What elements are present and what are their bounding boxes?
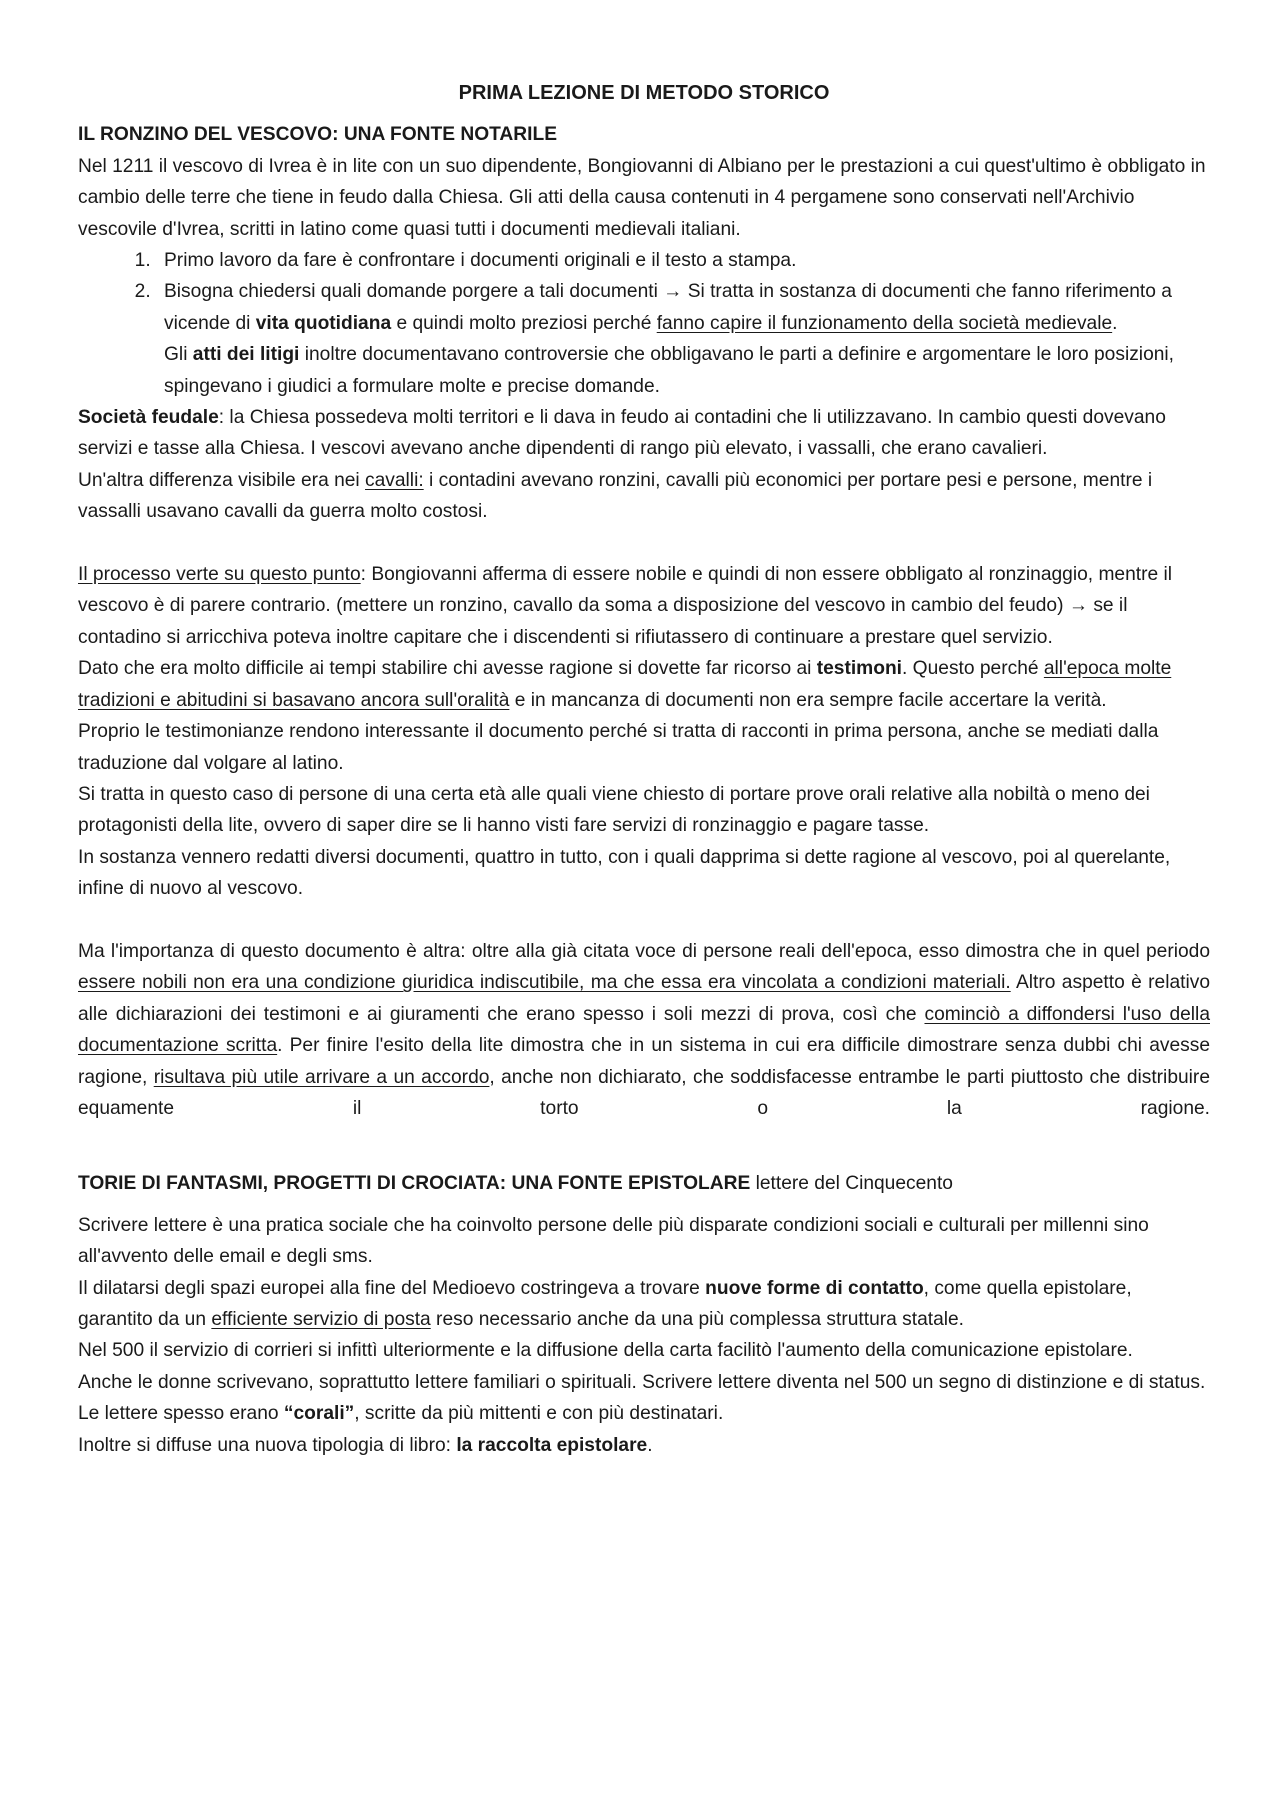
horses-text-a: Un'altra differenza visibile era nei (78, 469, 366, 491)
section2-p2-text-a: Il dilatarsi degli spazi europei alla fine del Medioevo costringeva a trovare (78, 1277, 706, 1299)
section2-p2 (78, 1273, 1210, 1336)
horses-text-c: i contadini avevano ronzini, cavalli più economici per portare pesi e persone, mentre i vassalli usavano cavalli da guerra molto costosi. (78, 469, 1153, 523)
witnesses-underline: all'epoca molte tradizioni e abitudini si basavano ancora sull'oralità (78, 658, 1172, 711)
list-item-2-cont-bold: atti dei litigi (192, 344, 300, 366)
section2-p6-text-c: . (647, 1434, 653, 1456)
list-item-2 (156, 276, 1210, 402)
list-item-1 (156, 245, 1210, 276)
importance-text-a: Ma l'importanza di questo documento è altra: oltre alla già citata voce di persone reali dell'epoca, esso dimostra che in quel periodo (78, 940, 1210, 962)
blank-line (78, 528, 1210, 559)
document-page (78, 78, 1210, 1461)
horses-paragraph (78, 465, 1210, 528)
section2-p6-text-a: Inoltre si diffuse una nuova tipologia di libro: (78, 1434, 457, 1456)
horses-underline: cavalli: (365, 469, 424, 491)
section2-heading-bold: TORIE DI FANTASMI, PROGETTI DI CROCIATA: UNA FONTE EPISTOLARE (78, 1173, 751, 1195)
section2-p6 (78, 1430, 1210, 1461)
importance-paragraph (78, 936, 1210, 1124)
section2-p5-text-c: , scritte da più mittenti e con più destinatari. (354, 1403, 724, 1425)
section2-p4: Anche le donne scrivevano, soprattutto lettere familiari o spirituali. Scrivere lettere diventa nel 500 un segno di distinzione e di status. (78, 1371, 1206, 1393)
importance-text-c: Altro aspetto è relativo alle dichiarazioni dei testimoni e ai giuramenti che erano spesso i soli mezzi di prova, così che (78, 972, 1210, 1025)
importance-underline-2: cominciò a diffondersi l'uso della documentazione scritta (78, 1003, 1210, 1057)
list-item-2-cont-a: Gli (164, 344, 193, 366)
section1-intro: Nel 1211 il vescovo di Ivrea è in lite con un suo dipendente, Bongiovanni di Albiano per le prestazioni a cui quest'ultimo è obbligato in cambio delle terre che tiene in feudo dalla Chiesa. Gli atti della causa contenuti in 4 pergamene sono conservati nell'Archivio vescovile d'Ivrea, scritti in latino come quasi tutti i documenti medievali italiani. (78, 155, 1206, 240)
testimonies-paragraph: Proprio le testimonianze rendono interessante il documento perché si tratta di racconti in prima persona, anche se mediati dalla traduzione dal volgare al latino. (78, 721, 1159, 774)
list-item-2-cont-c: inoltre documentavano controversie che obbligavano le parti a definire e argomentare le loro posizioni, spingevano i giudici a formulare molte e precise domande. (164, 344, 1175, 397)
process-underline: Il processo verte su questo punto (78, 564, 361, 586)
importance-text-e: . Per finire l'esito della lite dimostra che in un sistema in cui era difficile dimostrare senza dubbi chi avesse ragione, (78, 1035, 1210, 1088)
list-item-2-text-a: Bisogna chiedersi quali domande porgere a tali documenti → Si tratta in sostanza di documenti che fanno riferimento a vicende di (164, 281, 1172, 334)
witnesses-text-a: Dato che era molto difficile ai tempi stabilire chi avesse ragione si dovette far ricorso ai (78, 658, 817, 680)
section2-p6-bold: la raccolta epistolare (456, 1434, 648, 1456)
section2-p5-bold: “corali” (283, 1403, 355, 1425)
process-paragraph (78, 559, 1210, 653)
importance-text-g: , anche non dichiarato, che soddisfacesse entrambe le parti piuttosto che distribuire equamente il torto o la ragione. (78, 1066, 1210, 1119)
feudal-text: : la Chiesa possedeva molti territori e li dava in feudo ai contadini che li utilizzavano. In cambio questi dovevano servizi e tasse alla Chiesa. I vescovi avevano anche dipendenti di rango più elevato, i vassalli, che erano cavalieri. (78, 407, 1166, 460)
list-item-1-text: Primo lavoro da fare è confrontare i documenti originali e il testo a stampa. (164, 250, 797, 272)
witnesses-paragraph (78, 653, 1210, 716)
section2-p1: Scrivere lettere è una pratica sociale che ha coinvolto persone delle più disparate condizioni sociali e culturali per millenni sino all'avvento delle email e degli sms. (78, 1214, 1149, 1268)
section2-p2-text-c: , come quella epistolare, garantito da un (78, 1277, 1132, 1330)
witnesses-bold: testimoni (816, 658, 903, 680)
list-item-2-bold: vita quotidiana (255, 312, 392, 334)
section2-p5 (78, 1398, 1210, 1429)
feudal-bold: Società feudale (78, 407, 219, 429)
section2-heading-rest: lettere del Cinquecento (750, 1173, 953, 1195)
process-text: : Bongiovanni afferma di essere nobile e quindi di non essere obbligato al ronzinaggio, mentre il vescovo è di parere contrario. (mettere un ronzino, cavallo da soma a disposizione del vescovo in cambio del feudo) → se il contadino si arricchiva poteva inoltre capitare che i discendenti si rifiutassero di continuare a prestare quel servizio. (78, 564, 1173, 648)
summary-paragraph: In sostanza vennero redatti diversi documenti, quattro in tutto, con i quali dapprima si dette ragione al vescovo, poi al querelante, infine di nuovo al vescovo. (78, 846, 1171, 900)
section2-p2-bold: nuove forme di contatto (705, 1277, 924, 1299)
list-item-2-text-c: e quindi molto preziosi perché (391, 312, 657, 334)
witnesses-text-c: . Questo perché (902, 658, 1044, 680)
blank-line (78, 905, 1210, 936)
section2-p2-underline: efficiente servizio di posta (211, 1309, 431, 1330)
section2-p5-text-a: Le lettere spesso erano (78, 1403, 284, 1425)
list-item-2-text-e: . (1112, 312, 1118, 334)
section1-heading: IL RONZINO DEL VESCOVO: UNA FONTE NOTARILE (78, 124, 557, 146)
section1-list (78, 245, 1210, 402)
importance-underline-1: essere nobili non era una condizione giuridica indiscutibile, ma che essa era vincolata a condizioni materiali. (78, 972, 1011, 994)
feudal-paragraph (78, 402, 1210, 465)
section2-heading (78, 1168, 1210, 1199)
importance-underline-3: risultava più utile arrivare a un accordo (153, 1066, 490, 1088)
list-item-2-underline: fanno capire il funzionamento della società medievale (656, 312, 1113, 334)
document-title: PRIMA LEZIONE DI METODO STORICO (458, 82, 830, 104)
witnesses-text-e: e in mancanza di documenti non era sempre facile accertare la verità. (509, 689, 1107, 711)
age-paragraph: Si tratta in questo caso di persone di una certa età alle quali viene chiesto di portare prove orali relative alla nobiltà o meno dei protagonisti della lite, ovvero di saper dire se li hanno visti fare servizi di ronzinaggio e pagare tasse. (78, 783, 1150, 837)
section2-p3: Nel 500 il servizio di corrieri si infittì ulteriormente e la diffusione della carta facilitò l'aumento della comunicazione epistolare. (78, 1340, 1133, 1362)
section2-p2-text-e: reso necessario anche da una più complessa struttura statale. (430, 1309, 965, 1330)
